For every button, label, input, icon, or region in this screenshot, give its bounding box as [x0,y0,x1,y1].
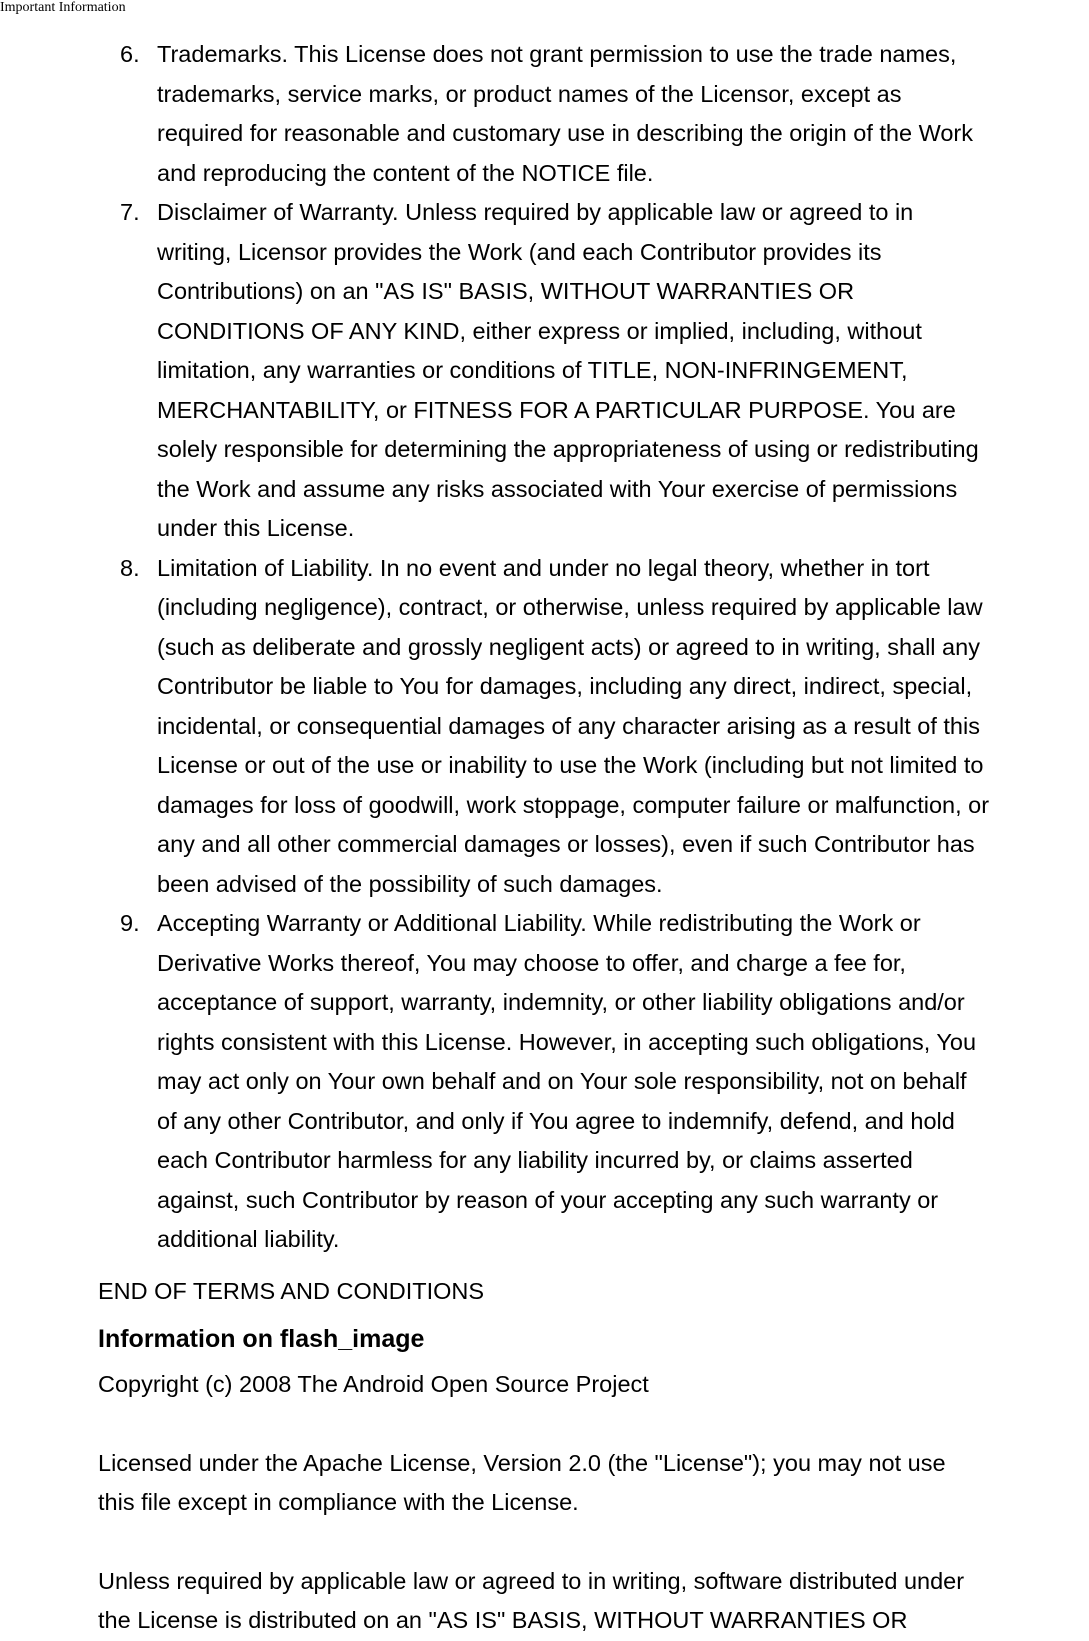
term-text-line: Disclaimer of Warranty. Unless required by applicable law or agreed to in [157,199,914,225]
term-text-line: under this License. [157,515,355,541]
term-text-line: CONDITIONS OF ANY KIND, either express or implied, including, without [157,317,922,344]
term-text-line: Trademarks. This License does not grant permission to use the trade names, [157,41,957,67]
section-heading: Information on flash_image [98,1325,425,1353]
paragraph-line: this file except in compliance with the License. [98,1489,579,1515]
term-text-line: trademarks, service marks, or product names of the Licensor, except as [157,80,902,107]
paragraph-line: Licensed under the Apache License, Version 2.0 (the "License"); you may not use [98,1449,946,1476]
term-text-line: acceptance of support, warranty, indemnity, or other liability obligations and/or [157,989,965,1015]
term-number: 9. [120,910,140,936]
term-text-line: additional liability. [157,1226,340,1252]
term-text-line: Limitation of Liability. In no event and under no legal theory, whether in tort [157,554,930,581]
term-number: 7. [120,199,140,225]
term-text-line: solely responsible for determining the appropriateness of using or redistributing [157,436,979,462]
term-item-8 [98,549,1089,905]
term-text-line: Accepting Warranty or Additional Liability. While redistributing the Work or [157,910,921,936]
term-text-line: License or out of the use or inability to use the Work (including but not limited to [157,752,984,778]
copyright-notice: Copyright (c) 2008 The Android Open Source Project [98,1371,649,1397]
term-text-line: required for reasonable and customary use in describing the origin of the Work [157,120,973,146]
terms-list [98,35,1089,1260]
term-text-line: damages for loss of goodwill, work stoppage, computer failure or malfunction, or [157,791,990,818]
paragraph-line: the License is distributed on an "AS IS" BASIS, WITHOUT WARRANTIES OR [98,1607,908,1633]
term-text-line: rights consistent with this License. However, in accepting such obligations, You [157,1028,977,1055]
term-text-line: (including negligence), contract, or otherwise, unless required by applicable law [157,594,983,620]
term-text-line: been advised of the possibility of such damages. [157,870,663,897]
warranty-paragraph [98,1562,1089,1641]
term-text-line: and reproducing the content of the NOTICE file. [157,159,654,186]
term-text-line: writing, Licensor provides the Work (and each Contributor provides its [157,238,882,265]
license-paragraph [98,1444,1089,1523]
page-header-title: Important Information [0,0,126,15]
term-text-line: (such as deliberate and grossly negligent acts) or agreed to in writing, shall any [157,633,980,660]
term-text-line: incidental, or consequential damages of any character arising as a result of this [157,712,980,739]
term-item-7 [98,193,1089,549]
term-text-line: each Contributor harmless for any liability incurred by, or claims asserted [157,1147,913,1173]
term-text-line: Contributor be liable to You for damages, including any direct, indirect, special, [157,673,973,699]
end-of-terms: END OF TERMS AND CONDITIONS [98,1277,485,1304]
term-text-line: any and all other commercial damages or losses), even if such Contributor has [157,831,975,857]
term-text-line: of any other Contributor, and only if You agree to indemnify, defend, and hold [157,1107,955,1134]
term-text-line: MERCHANTABILITY, or FITNESS FOR A PARTICULAR PURPOSE. You are [157,396,956,423]
term-text-line: may act only on Your own behalf and on Your sole responsibility, not on behalf [157,1068,967,1094]
term-text-line: Derivative Works thereof, You may choose to offer, and charge a fee for, [157,949,906,976]
paragraph-line: Unless required by applicable law or agreed to in writing, software distributed under [98,1567,965,1594]
license-content [98,35,1089,1641]
term-text-line: the Work and assume any risks associated with Your exercise of permissions [157,475,958,502]
term-item-6 [98,35,1089,193]
term-text-line: against, such Contributor by reason of your accepting any such warranty or [157,1186,939,1213]
term-text-line: Contributions) on an "AS IS" BASIS, WITHOUT WARRANTIES OR [157,278,855,304]
term-number: 8. [120,554,140,581]
term-text-line: limitation, any warranties or conditions of TITLE, NON-INFRINGEMENT, [157,357,908,383]
term-item-9 [98,904,1089,1260]
term-number: 6. [120,41,140,67]
